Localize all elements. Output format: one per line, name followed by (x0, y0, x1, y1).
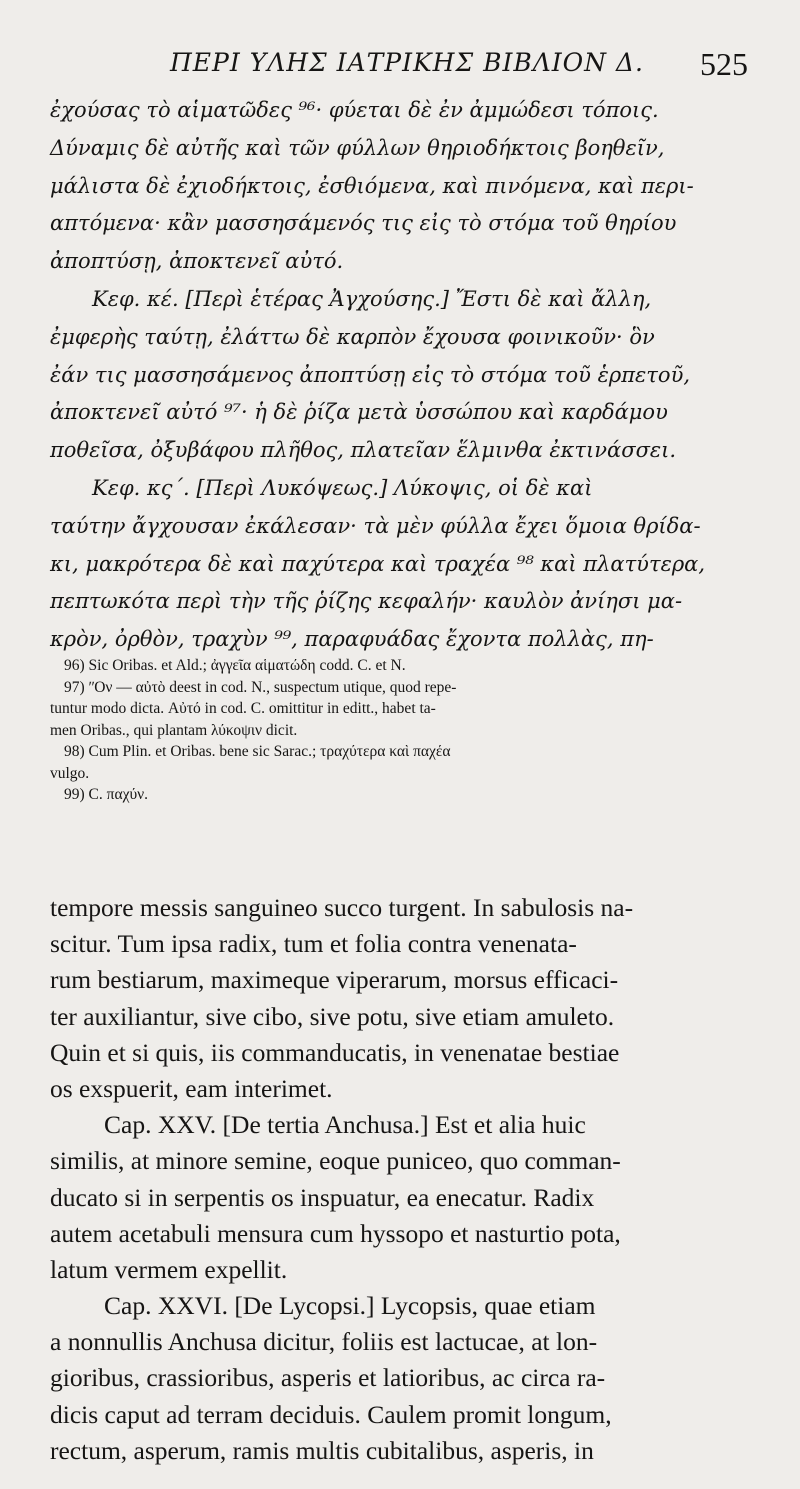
greek-line: ποθεῖσα, ὀξυβάφου πλῆθος, πλατεῖαν ἕλμινθα ἐκτινάσσει. (50, 438, 677, 463)
latin-line: scitur. Tum ipsa radix, tum et folia contra venenata- (50, 929, 577, 959)
greek-line: ἐάν τις μασσησάμενος ἀποπτύσῃ εἰς τὸ στόμα τοῦ ἑρπετοῦ, (50, 362, 691, 387)
footnote-continuation: vulgo. (50, 764, 90, 782)
latin-line: Cap. XXVI. [De Lycopsi.] Lycopsis, quae etiam (104, 1291, 596, 1321)
greek-line: Δύναμις δὲ αὐτῆς καὶ τῶν φύλλων θηριοδήκτοις βοηθεῖν, (50, 135, 665, 160)
running-title: ΠΕΡΙ ΥΛΗΣ ΙΑΤΡΙΚΗΣ ΒΙΒΛΙΟΝ Δ. (170, 48, 644, 77)
footnote-continuation: men Oribas., qui plantam λύκοψιν dicit. (50, 721, 298, 739)
greek-line: Κεφ. κέ. [Περὶ ἑτέρας Ἀγχούσης.] Ἔστι δὲ καὶ ἄλλη, (92, 286, 652, 311)
greek-line: ἐμφερὴς ταύτῃ, ἐλάττω δὲ καρπὸν ἔχουσα φοινικοῦν· ὃν (50, 324, 655, 349)
footnote-continuation: tuntur modo dicta. Αὐτό in cod. C. omittitur in editt., habet ta- (50, 700, 436, 717)
page-number: 525 (700, 46, 748, 82)
greek-line: ἀποπτύσῃ, ἀποκτενεῖ αὐτό. (50, 249, 344, 274)
latin-line: a nonnullis Anchusa dicitur, foliis est lactucae, at lon- (50, 1327, 598, 1357)
greek-line: ταύτην ἄγχουσαν ἐκάλεσαν· τὰ μὲν φύλλα ἔχει ὅμοια θρίδα- (50, 513, 701, 538)
greek-line: πεπτωκότα περὶ τὴν τῆς ῥίζης κεφαλήν· καυλὸν ἀνίησι μα- (50, 589, 683, 614)
page-header (0, 36, 800, 82)
footnotes (50, 655, 765, 806)
latin-line: similis, at minore semine, eoque puniceo, quo comman- (50, 1146, 621, 1176)
latin-line: tempore messis sanguineo succo turgent. In sabulosis na- (50, 893, 634, 922)
greek-line: ἀποκτενεῖ αὐτό ⁹⁷· ἡ δὲ ῥίζα μετὰ ὑσσώπου καὶ καρδάμου (50, 400, 668, 425)
footnote: 99) C. παχύν. (64, 786, 149, 803)
footnote: 98) Cum Plin. et Oribas. bene sic Sarac.; τραχύτερα καὶ παχέα (64, 743, 451, 760)
latin-line: ducato si in serpentis os inspuatur, ea enecatur. Radix (50, 1182, 595, 1212)
footnote: 97) ʺOν — αὐτὸ deest in cod. N., suspectum utique, quod repe- (64, 678, 457, 696)
greek-line: ἐχούσας τὸ αἱματῶδες ⁹⁶· φύεται δὲ ἐν ἀμμώδεσι τόποις. (50, 98, 659, 122)
latin-line: dicis caput ad terram deciduis. Caulem promit longum, (50, 1399, 612, 1429)
latin-line: latum vermem expellit. (50, 1254, 288, 1284)
latin-line: ter auxiliantur, sive cibo, sive potu, sive etiam amuleto. (50, 1001, 615, 1031)
latin-line: Cap. XXV. [De tertia Anchusa.] Est et alia huic (104, 1110, 586, 1140)
latin-line: autem acetabuli mensura cum hyssopo et nasturtio pota, (50, 1218, 621, 1248)
latin-line: rectum, asperum, ramis multis cubitalibus, asperis, in (50, 1435, 594, 1465)
footnote: 96) Sic Oribas. et Ald.; ἀγγεῖα αἱματώδη codd. C. et N. (64, 657, 406, 674)
greek-line: απτόμενα· κἂν μασσησάμενός τις εἰς τὸ στόμα τοῦ θηρίου (50, 211, 677, 236)
latin-line: os exspuerit, eam interimet. (50, 1073, 333, 1103)
latin-text (50, 890, 765, 1469)
latin-line: rum bestiarum, maximeque viperarum, morsus efficaci- (50, 965, 619, 995)
greek-line: κι, μακρότερα δὲ καὶ παχύτερα καὶ τραχέα ⁹⁸ καὶ πλατύτερα, (50, 551, 706, 576)
latin-line: Quin et si quis, iis commanducatis, in venenatae bestiae (50, 1037, 620, 1067)
latin-line: gioribus, crassioribus, asperis et latioribus, ac circa ra- (50, 1363, 606, 1393)
greek-line: Κεφ. κς΄. [Περὶ Λυκόψεως.] Λύκοψις, οἱ δὲ καὶ (92, 475, 593, 500)
greek-text (50, 92, 765, 659)
greek-line: μάλιστα δὲ ἐχιοδήκτοις, ἐσθιόμενα, καὶ πινόμενα, καὶ περι- (50, 173, 694, 198)
greek-line: κρὸν, ὀρθὸν, τραχὺν ⁹⁹, παραφυάδας ἔχοντα πολλὰς, πη- (50, 627, 654, 652)
